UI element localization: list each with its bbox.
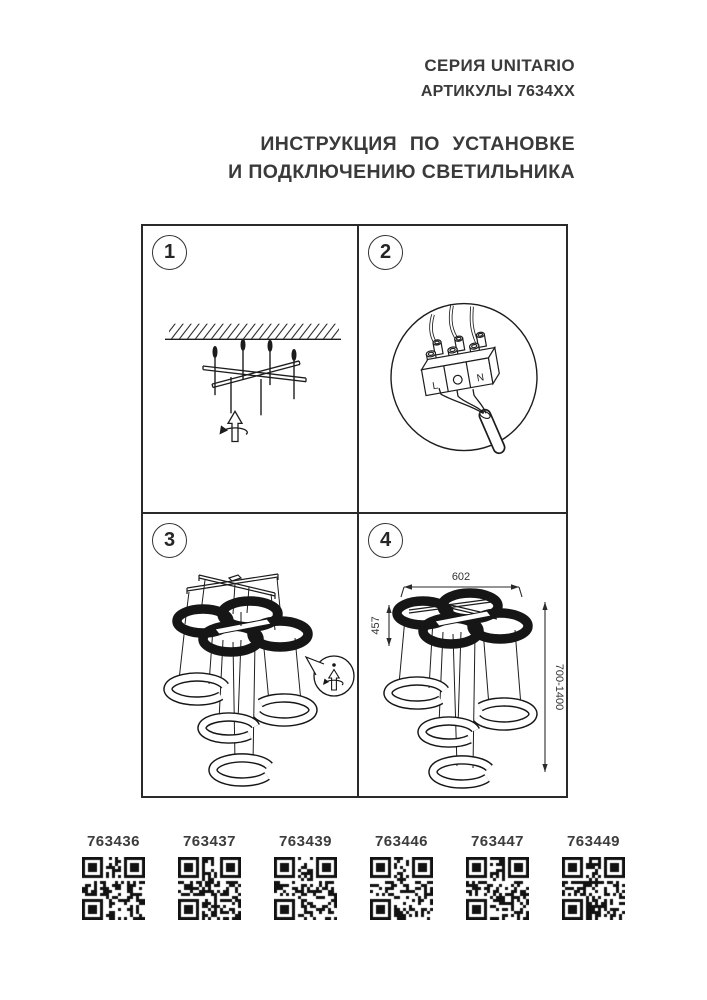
mounting-screws [213, 340, 296, 416]
open-rings [388, 681, 533, 784]
article-number: 763437 [182, 833, 237, 850]
dimension-cluster-height [370, 605, 392, 646]
article-item [178, 833, 242, 920]
step-3-panel [143, 514, 359, 796]
title-line-1: ИНСТРУКЦИЯ ПО УСТАНОВКЕ [260, 133, 575, 155]
cluster-height-dimension-label: 457 [370, 616, 382, 635]
cross-bracket [203, 361, 306, 388]
article-item [466, 833, 530, 920]
article-number: 763447 [470, 833, 525, 850]
qr-code [274, 857, 337, 920]
callout-balloon [306, 656, 354, 696]
qr-code [370, 857, 433, 920]
instruction-steps-grid [141, 224, 568, 798]
qr-code [178, 857, 241, 920]
dimension-overall-height [542, 602, 565, 772]
terminal-block [417, 330, 501, 395]
article-qr-row [0, 833, 707, 920]
step-number-badge: 3 [152, 523, 187, 558]
article-number: 763439 [278, 833, 333, 850]
ceiling-hatch [165, 324, 341, 340]
article-number: 763449 [566, 833, 621, 850]
mains-cable [439, 388, 499, 447]
width-dimension-label: 602 [451, 571, 471, 583]
series-articles: АРТИКУЛЫ 7634XX [420, 83, 575, 100]
qr-code [562, 857, 625, 920]
header [421, 56, 575, 101]
live-terminal-label: L [431, 380, 440, 393]
qr-code [82, 857, 145, 920]
article-item [82, 833, 146, 920]
step-number-badge: 4 [368, 523, 403, 558]
article-number: 763446 [374, 833, 429, 850]
step-number-badge: 1 [152, 235, 187, 270]
page-title [228, 131, 575, 186]
title-line-2: И ПОДКЛЮЧЕНИЮ СВЕТИЛЬНИКА [228, 160, 575, 183]
step-1-panel [143, 226, 359, 514]
article-number: 763436 [86, 833, 141, 850]
neutral-terminal-label: N [475, 372, 485, 385]
step-2-panel [359, 226, 566, 514]
step-4-panel [359, 514, 566, 796]
series-name: СЕРИЯ UNITARIO [424, 56, 575, 75]
overall-height-dimension-label: 700-1400 [553, 663, 565, 711]
article-item [562, 833, 626, 920]
rotation-arrow-icon [220, 411, 248, 441]
hanger-bracket [187, 574, 278, 599]
article-item [370, 833, 434, 920]
open-rings [168, 677, 313, 782]
qr-code [466, 857, 529, 920]
step-number-badge: 2 [368, 235, 403, 270]
article-item [274, 833, 338, 920]
